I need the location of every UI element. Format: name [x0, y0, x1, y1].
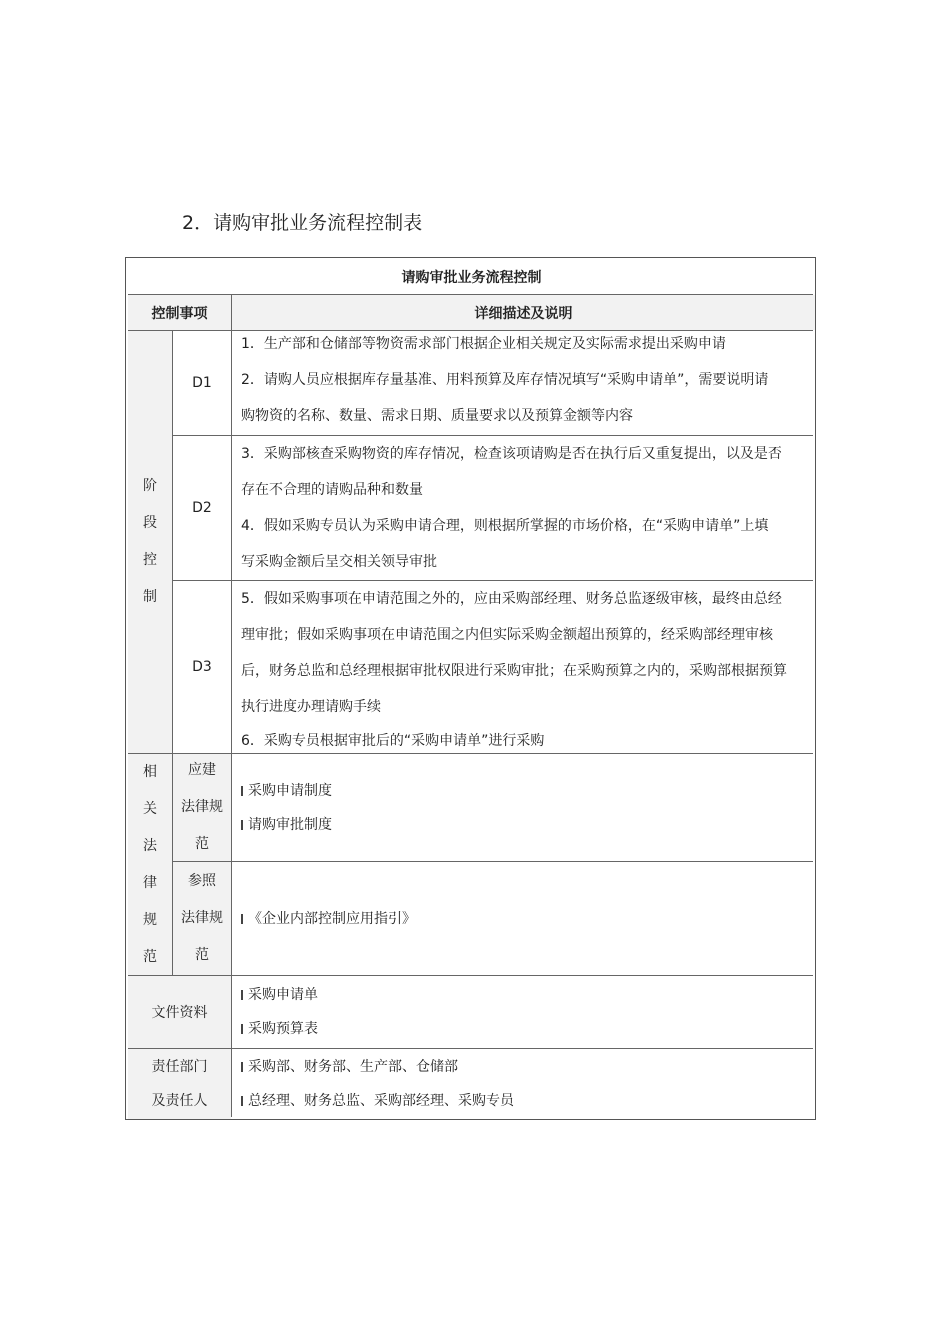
- list-item: 采购部、财务部、生产部、仓储部: [241, 1050, 809, 1084]
- stage-code-d3: D3: [192, 659, 212, 675]
- header-control-item: 控制事项: [128, 295, 231, 330]
- list-item: 《企业内部控制应用指引》: [241, 901, 809, 937]
- stage-code-d2: D2: [192, 500, 212, 516]
- laws-to-build-label: 应建 法律规 范: [173, 754, 231, 861]
- stage-desc-d3: 5．假如采购事项在申请范围之外的，应由采购部经理、财务总监逐级审核，最终由总经 理审批；假如采购事项在申请范围之内但实际采购金额超出预算的，经采购部经理审核 后，财务总监和总经理根据审批权限进行采购审批；在采购预算之内的，采购部根据预算 执行进度办理请购手续 6．采购专员根据审批后的“采购申请单”进行采购: [241, 591, 787, 749]
- documents-items: [232, 976, 815, 1048]
- stage-desc-d2: 3．采购部核查采购物资的库存情况，检查该项请购是否在执行后又重复提出，以及是否 存在不合理的请购品种和数量 4．假如采购专员认为采购申请合理，则根据所掌握的市场价格，在“采购申请单”上填 写采购金额后呈交相关领导审批: [241, 446, 782, 570]
- header-detail: 详细描述及说明: [232, 295, 815, 330]
- laws-reference-label: 参照 法律规 范: [173, 862, 231, 975]
- list-item: 请购审批制度: [241, 808, 809, 842]
- stage-desc-d1: 1．生产部和仓储部等物资需求部门根据企业相关规定及实际需求提出采购申请 2．请购人员应根据库存量基准、用料预算及库存情况填写“采购申请单”，需要说明请 购物资的名称、数量、需求日期、质量要求以及预算金额等内容: [241, 336, 769, 424]
- control-table: [125, 257, 816, 1120]
- list-item: 采购申请制度: [241, 774, 809, 808]
- stage-code-d1: D1: [192, 375, 212, 391]
- stage-control-label: 阶 段 控 制: [128, 331, 172, 753]
- table-title: 请购审批业务流程控制: [401, 270, 542, 286]
- responsibility-items: [232, 1049, 815, 1119]
- list-item: 总经理、财务总监、采购部经理、采购专员: [241, 1084, 809, 1118]
- laws-label: 相 关 法 律 规 范: [128, 754, 172, 975]
- section-heading: 2．请购审批业务流程控制表: [182, 212, 423, 234]
- laws-to-build-items: [232, 754, 815, 861]
- documents-label: 文件资料: [128, 976, 231, 1048]
- list-item: 采购申请单: [241, 978, 809, 1012]
- responsibility-label: 责任部门 及责任人: [128, 1049, 231, 1119]
- laws-reference-items: [232, 862, 815, 975]
- list-item: 采购预算表: [241, 1012, 809, 1046]
